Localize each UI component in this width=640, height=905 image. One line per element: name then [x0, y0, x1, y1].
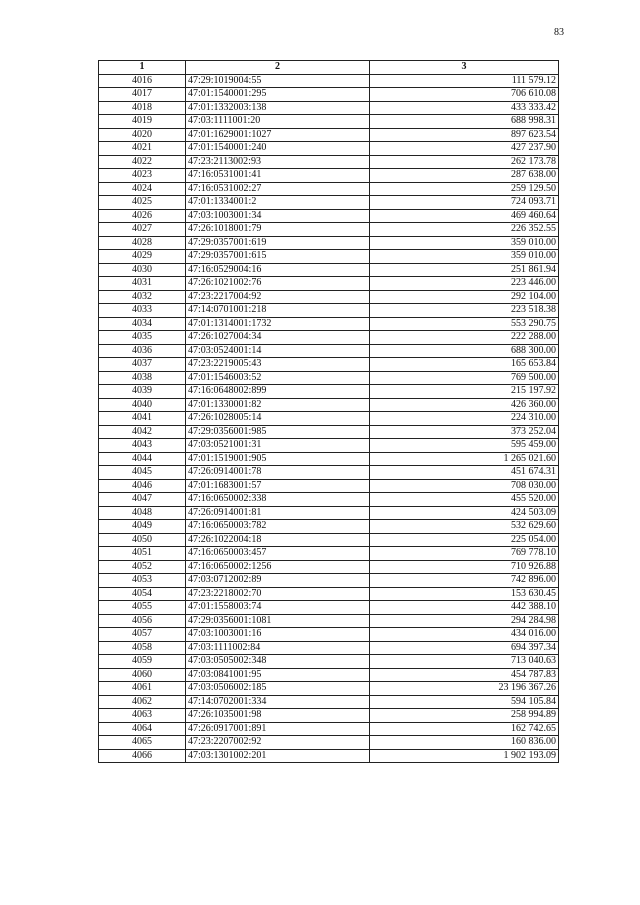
cadastral-number-cell: 47:03:0521001:31	[186, 439, 370, 453]
table-row	[99, 722, 559, 736]
column-header-cadastral-number: 2	[186, 61, 370, 75]
cadastral-number-cell: 47:23:2218002:70	[186, 587, 370, 601]
value-cell: 553 290.75	[370, 317, 559, 331]
row-number-cell: 4037	[99, 358, 186, 372]
value-cell: 426 360.00	[370, 398, 559, 412]
value-cell: 165 653.84	[370, 358, 559, 372]
row-number-cell: 4045	[99, 466, 186, 480]
table-row	[99, 479, 559, 493]
value-cell: 1 265 021.60	[370, 452, 559, 466]
cadastral-number-cell: 47:16:0531001:41	[186, 169, 370, 183]
value-cell: 724 093.71	[370, 196, 559, 210]
row-number-cell: 4059	[99, 655, 186, 669]
row-number-cell: 4022	[99, 155, 186, 169]
row-number-cell: 4055	[99, 601, 186, 615]
cadastral-number-cell: 47:23:2207002:92	[186, 736, 370, 750]
table-row	[99, 331, 559, 345]
cadastral-number-cell: 47:01:1519001:905	[186, 452, 370, 466]
table-row	[99, 182, 559, 196]
table-row	[99, 533, 559, 547]
cadastral-number-cell: 47:26:0914001:81	[186, 506, 370, 520]
cadastral-number-cell: 47:01:1558003:74	[186, 601, 370, 615]
value-cell: 688 998.31	[370, 115, 559, 129]
value-cell: 594 105.84	[370, 695, 559, 709]
row-number-cell: 4024	[99, 182, 186, 196]
row-number-cell: 4028	[99, 236, 186, 250]
table-row	[99, 452, 559, 466]
row-number-cell: 4032	[99, 290, 186, 304]
value-cell: 111 579.12	[370, 74, 559, 88]
row-number-cell: 4019	[99, 115, 186, 129]
cadastral-number-cell: 47:16:0650003:457	[186, 547, 370, 561]
table-row	[99, 547, 559, 561]
value-cell: 359 010.00	[370, 250, 559, 264]
table-row	[99, 358, 559, 372]
table-row	[99, 520, 559, 534]
row-number-cell: 4023	[99, 169, 186, 183]
table-row	[99, 587, 559, 601]
row-number-cell: 4033	[99, 304, 186, 318]
row-number-cell: 4048	[99, 506, 186, 520]
cadastral-number-cell: 47:26:0914001:78	[186, 466, 370, 480]
table-row	[99, 101, 559, 115]
row-number-cell: 4021	[99, 142, 186, 156]
cadastral-number-cell: 47:23:2113002:93	[186, 155, 370, 169]
value-cell: 222 288.00	[370, 331, 559, 345]
table-row	[99, 385, 559, 399]
table-header-row	[99, 61, 559, 75]
column-header-number: 1	[99, 61, 186, 75]
value-cell: 153 630.45	[370, 587, 559, 601]
cadastral-number-cell: 47:29:0357001:619	[186, 236, 370, 250]
row-number-cell: 4051	[99, 547, 186, 561]
row-number-cell: 4036	[99, 344, 186, 358]
cadastral-number-cell: 47:23:2219005:43	[186, 358, 370, 372]
table-row	[99, 250, 559, 264]
row-number-cell: 4031	[99, 277, 186, 291]
value-cell: 451 674.31	[370, 466, 559, 480]
row-number-cell: 4064	[99, 722, 186, 736]
row-number-cell: 4018	[99, 101, 186, 115]
cadastral-number-cell: 47:26:0917001:891	[186, 722, 370, 736]
value-cell: 226 352.55	[370, 223, 559, 237]
table-row	[99, 614, 559, 628]
row-number-cell: 4049	[99, 520, 186, 534]
table-row	[99, 209, 559, 223]
row-number-cell: 4050	[99, 533, 186, 547]
table-row	[99, 142, 559, 156]
value-cell: 224 310.00	[370, 412, 559, 426]
cadastral-number-cell: 47:16:0650002:338	[186, 493, 370, 507]
cadastral-number-cell: 47:01:1330001:82	[186, 398, 370, 412]
table-row	[99, 601, 559, 615]
cadastral-number-cell: 47:26:1028005:14	[186, 412, 370, 426]
value-cell: 223 446.00	[370, 277, 559, 291]
value-cell: 454 787.83	[370, 668, 559, 682]
table-row	[99, 560, 559, 574]
cadastral-number-cell: 47:16:0531002:27	[186, 182, 370, 196]
cadastral-number-cell: 47:26:1022004:18	[186, 533, 370, 547]
table-row	[99, 749, 559, 763]
table-row	[99, 290, 559, 304]
value-cell: 433 333.42	[370, 101, 559, 115]
value-cell: 595 459.00	[370, 439, 559, 453]
value-cell: 769 778.10	[370, 547, 559, 561]
table-row	[99, 317, 559, 331]
table-row	[99, 439, 559, 453]
value-cell: 23 196 367.26	[370, 682, 559, 696]
table-row	[99, 115, 559, 129]
cadastral-number-cell: 47:01:1540001:295	[186, 88, 370, 102]
value-cell: 162 742.65	[370, 722, 559, 736]
table-row	[99, 736, 559, 750]
value-cell: 258 994.89	[370, 709, 559, 723]
cadastral-number-cell: 47:03:0505002:348	[186, 655, 370, 669]
row-number-cell: 4066	[99, 749, 186, 763]
cadastral-number-cell: 47:29:0356001:1081	[186, 614, 370, 628]
value-cell: 708 030.00	[370, 479, 559, 493]
cadastral-value-table	[98, 60, 559, 763]
value-cell: 710 926.88	[370, 560, 559, 574]
row-number-cell: 4052	[99, 560, 186, 574]
cadastral-number-cell: 47:01:1546003:52	[186, 371, 370, 385]
row-number-cell: 4030	[99, 263, 186, 277]
cadastral-number-cell: 47:01:1540001:240	[186, 142, 370, 156]
cadastral-number-cell: 47:16:0529004:16	[186, 263, 370, 277]
value-cell: 294 284.98	[370, 614, 559, 628]
row-number-cell: 4029	[99, 250, 186, 264]
value-cell: 251 861.94	[370, 263, 559, 277]
row-number-cell: 4027	[99, 223, 186, 237]
row-number-cell: 4020	[99, 128, 186, 142]
row-number-cell: 4025	[99, 196, 186, 210]
value-cell: 1 902 193.09	[370, 749, 559, 763]
value-cell: 427 237.90	[370, 142, 559, 156]
value-cell: 442 388.10	[370, 601, 559, 615]
cadastral-number-cell: 47:03:1003001:16	[186, 628, 370, 642]
table-row	[99, 88, 559, 102]
table-row	[99, 668, 559, 682]
page-number: 83	[554, 27, 564, 38]
row-number-cell: 4046	[99, 479, 186, 493]
row-number-cell: 4035	[99, 331, 186, 345]
value-cell: 688 300.00	[370, 344, 559, 358]
row-number-cell: 4053	[99, 574, 186, 588]
cadastral-number-cell: 47:01:1683001:57	[186, 479, 370, 493]
table-row	[99, 196, 559, 210]
table-row	[99, 304, 559, 318]
value-cell: 223 518.38	[370, 304, 559, 318]
column-header-value: 3	[370, 61, 559, 75]
table-row	[99, 128, 559, 142]
table-row	[99, 263, 559, 277]
cadastral-number-cell: 47:16:0648002:899	[186, 385, 370, 399]
cadastral-number-cell: 47:14:0702001:334	[186, 695, 370, 709]
table-row	[99, 466, 559, 480]
cadastral-number-cell: 47:26:1021002:76	[186, 277, 370, 291]
cadastral-number-cell: 47:14:0701001:218	[186, 304, 370, 318]
row-number-cell: 4054	[99, 587, 186, 601]
value-cell: 532 629.60	[370, 520, 559, 534]
cadastral-number-cell: 47:03:0841001:95	[186, 668, 370, 682]
cadastral-number-cell: 47:01:1334001:2	[186, 196, 370, 210]
row-number-cell: 4062	[99, 695, 186, 709]
row-number-cell: 4044	[99, 452, 186, 466]
table-body	[99, 74, 559, 763]
row-number-cell: 4063	[99, 709, 186, 723]
cadastral-number-cell: 47:03:1003001:34	[186, 209, 370, 223]
row-number-cell: 4060	[99, 668, 186, 682]
cadastral-number-cell: 47:16:0650003:782	[186, 520, 370, 534]
table-row	[99, 493, 559, 507]
table-row	[99, 223, 559, 237]
value-cell: 225 054.00	[370, 533, 559, 547]
row-number-cell: 4065	[99, 736, 186, 750]
cadastral-number-cell: 47:03:0524001:14	[186, 344, 370, 358]
value-cell: 262 173.78	[370, 155, 559, 169]
cadastral-number-cell: 47:03:0712002:89	[186, 574, 370, 588]
row-number-cell: 4040	[99, 398, 186, 412]
row-number-cell: 4047	[99, 493, 186, 507]
table-row	[99, 169, 559, 183]
value-cell: 215 197.92	[370, 385, 559, 399]
row-number-cell: 4058	[99, 641, 186, 655]
value-cell: 769 500.00	[370, 371, 559, 385]
table-row	[99, 155, 559, 169]
cadastral-number-cell: 47:26:1035001:98	[186, 709, 370, 723]
table-row	[99, 655, 559, 669]
value-cell: 292 104.00	[370, 290, 559, 304]
cadastral-number-cell: 47:03:1301002:201	[186, 749, 370, 763]
row-number-cell: 4061	[99, 682, 186, 696]
value-cell: 259 129.50	[370, 182, 559, 196]
row-number-cell: 4043	[99, 439, 186, 453]
cadastral-number-cell: 47:01:1314001:1732	[186, 317, 370, 331]
cadastral-number-cell: 47:29:1019004:55	[186, 74, 370, 88]
cadastral-number-cell: 47:16:0650002:1256	[186, 560, 370, 574]
table-row	[99, 641, 559, 655]
table-row	[99, 709, 559, 723]
cadastral-number-cell: 47:26:1027004:34	[186, 331, 370, 345]
cadastral-number-cell: 47:29:0356001:985	[186, 425, 370, 439]
table-row	[99, 506, 559, 520]
value-cell: 160 836.00	[370, 736, 559, 750]
table-row	[99, 695, 559, 709]
value-cell: 742 896.00	[370, 574, 559, 588]
table-row	[99, 277, 559, 291]
table-row	[99, 574, 559, 588]
value-cell: 469 460.64	[370, 209, 559, 223]
table-row	[99, 398, 559, 412]
row-number-cell: 4039	[99, 385, 186, 399]
table-row	[99, 236, 559, 250]
cadastral-number-cell: 47:26:1018001:79	[186, 223, 370, 237]
cadastral-number-cell: 47:29:0357001:615	[186, 250, 370, 264]
table-row	[99, 682, 559, 696]
value-cell: 373 252.04	[370, 425, 559, 439]
row-number-cell: 4034	[99, 317, 186, 331]
cadastral-number-cell: 47:03:1111001:20	[186, 115, 370, 129]
table-row	[99, 371, 559, 385]
row-number-cell: 4016	[99, 74, 186, 88]
table-row	[99, 344, 559, 358]
table-row	[99, 412, 559, 426]
table-row	[99, 74, 559, 88]
cadastral-number-cell: 47:03:1111002:84	[186, 641, 370, 655]
value-cell: 359 010.00	[370, 236, 559, 250]
table-row	[99, 425, 559, 439]
row-number-cell: 4017	[99, 88, 186, 102]
cadastral-number-cell: 47:23:2217004:92	[186, 290, 370, 304]
value-cell: 424 503.09	[370, 506, 559, 520]
cadastral-number-cell: 47:01:1332003:138	[186, 101, 370, 115]
cadastral-number-cell: 47:01:1629001:1027	[186, 128, 370, 142]
row-number-cell: 4057	[99, 628, 186, 642]
value-cell: 706 610.08	[370, 88, 559, 102]
value-cell: 287 638.00	[370, 169, 559, 183]
cadastral-number-cell: 47:03:0506002:185	[186, 682, 370, 696]
value-cell: 434 016.00	[370, 628, 559, 642]
value-cell: 694 397.34	[370, 641, 559, 655]
row-number-cell: 4056	[99, 614, 186, 628]
value-cell: 455 520.00	[370, 493, 559, 507]
table-row	[99, 628, 559, 642]
row-number-cell: 4038	[99, 371, 186, 385]
value-cell: 713 040.63	[370, 655, 559, 669]
value-cell: 897 623.54	[370, 128, 559, 142]
row-number-cell: 4042	[99, 425, 186, 439]
row-number-cell: 4026	[99, 209, 186, 223]
row-number-cell: 4041	[99, 412, 186, 426]
